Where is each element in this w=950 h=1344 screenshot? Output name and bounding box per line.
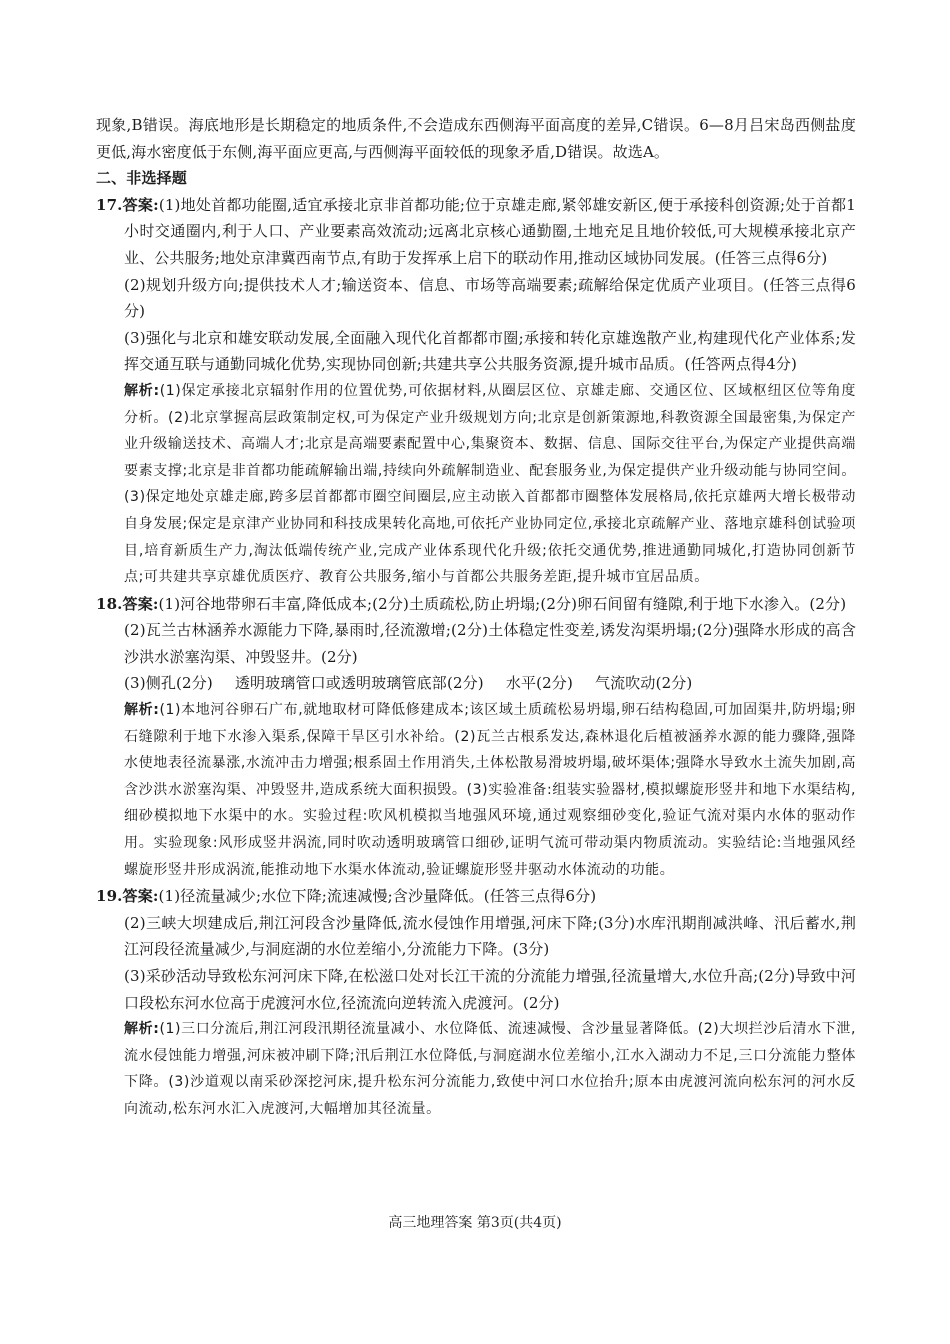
q17-answer-1-text: (1)地处首都功能圈,适宜承接北京非首都功能;位于京雄走廊,紧邻雄安新区,便于承接科创资源;处于首都1小时交通圈内,利于人口、产业要素高效流动;远离北京核心通勤圈,土地充足且地价较低,可大规模承接北京产业、公共服务;地处京津冀西南节点,有助于发挥承上启下的联动作用,推动区域协同发展。(任答三点得6分) (124, 195, 856, 267)
q17-analysis (96, 378, 856, 591)
q18-answer-3 (96, 670, 856, 697)
q19-answer-tag: 答案: (122, 887, 159, 906)
q17-answer-3: (3)强化与北京和雄安联动发展,全面融入现代化首都都市圈;承接和转化京雄逸散产业,构建现代化产业体系;发挥交通互联与通勤同城化优势,实现协同创新;共建共享公共服务资源,提升城市品质。(任答两点得4分) (124, 328, 856, 374)
page-footer: 高三地理答案 第3页(共4页) (388, 1215, 562, 1231)
q18-answer-2: (2)瓦兰古林涵养水源能力下降,暴雨时,径流激增;(2分)土体稳定性变差,诱发沟渠坍塌;(2分)强降水形成的高含沙洪水淤塞沟渠、冲毁竖井。(2分) (124, 621, 856, 666)
intro-continuation: 现象,B错误。海底地形是长期稳定的地质条件,不会造成东西侧海平面高度的差异,C错误。6—8月吕宋岛西侧盐度更低,海水密度低于东侧,海平面应更高,与西侧海平面较低的现象矛盾,D错误。故选A。 (96, 116, 856, 161)
question-17 (96, 192, 856, 591)
q17-answer-tag: 答案: (122, 195, 159, 214)
q17-number: 17. (96, 195, 123, 214)
q19-analysis-text: (1)三口分流后,荆江河段汛期径流量减小、水位降低、流速减慢、含沙量显著降低。(2)大坝拦沙后清水下泄,流水侵蚀能力增强,河床被冲刷下降;汛后荆江水位降低,与洞庭湖水位差缩小,江水入湖动力不足,三口分流能力整体下降。(3)沙道观以南采砂深挖河床,提升松东河分流能力,致使中河口水位抬升;原本由虎渡河流向松东河的河水反向流动,松东河水汇入虎渡河,大幅增加其径流量。 (124, 1021, 856, 1117)
q18-answer-3-part: 透明玻璃管口或透明玻璃管底部(2分) (234, 674, 484, 693)
q18-answer-3-part: 气流吹动(2分) (594, 674, 693, 693)
q18-answer-1 (96, 591, 856, 618)
q17-answer-2: (2)规划升级方向;提供技术人才;输送资本、信息、市场等高端要素;疏解给保定优质产业项目。(任答三点得6分) (124, 275, 856, 321)
q19-answer-3: (3)采砂活动导致松东河河床下降,在松滋口处对长江干流的分流能力增强,径流量增大,水位升高;(2分)导致中河口段松东河水位高于虎渡河水位,径流流向逆转流入虎渡河。(2分) (124, 967, 856, 1012)
answer-sheet-page (96, 112, 856, 1123)
q19-answer-1 (96, 883, 856, 910)
q17-answer-1 (96, 192, 856, 272)
q17-analysis-tag: 解析: (124, 382, 160, 399)
q18-answer-tag: 答案: (122, 594, 159, 613)
q18-analysis-tag: 解析: (124, 702, 160, 719)
q19-analysis-tag: 解析: (124, 1021, 160, 1038)
question-18 (96, 591, 856, 884)
q18-analysis-text: (1)本地河谷卵石广布,就地取材可降低修建成本;该区域土质疏松易坍塌,卵石结构稳固,可加固渠井,防坍塌;卵石缝隙利于地下水渗入渠系,保障干旱区引水补给。(2)瓦兰古根系发达,森林退化后植被涵养水源的能力骤降,强降水使地表径流暴涨,水流冲击力增强;根系固土作用消失,土体松散易滑坡坍塌,破坏渠体;强降水导致水土流失加剧,高含沙洪水淤塞沟渠、冲毁竖井,造成系统大面积损毁。(3)实验准备:组装实验器材,模拟螺旋形竖井和地下水渠结构,细砂模拟地下水渠中的水。实验过程:吹风机模拟当地强风环境,通过观察细砂变化,验证气流对渠内水体的驱动作用。实验现象:风形成竖井涡流,同时吹动透明玻璃管口细砂,证明气流可带动渠内物质流动。实验结论:当地强风经螺旋形竖井形成涡流,能推动地下水渠水体流动,验证螺旋形竖井驱动水体流动的功能。 (124, 702, 856, 878)
q18-answer-1-text: (1)河谷地带卵石丰富,降低成本;(2分)土质疏松,防止坍塌;(2分)卵石间留有缝隙,利于地下水渗入。(2分) (158, 594, 847, 613)
q18-answer-3-part: (3)侧孔(2分) (124, 674, 213, 693)
question-19 (96, 883, 856, 1122)
q18-analysis (96, 697, 856, 883)
q19-analysis (96, 1016, 856, 1122)
q19-number: 19. (96, 887, 123, 906)
q19-answer-1-text: (1)径流量减少;水位下降;流速减慢;含沙量降低。(任答三点得6分) (158, 887, 597, 906)
q17-analysis-text: (1)保定承接北京辐射作用的位置优势,可依据材料,从圈层区位、京雄走廊、交通区位、区域枢纽区位等角度分析。(2)北京掌握高层政策制定权,可为保定产业升级规划方向;北京是创新策源地,科教资源全国最密集,为保定产业升级输送技术、高端人才;北京是高端要素配置中心,集聚资本、数据、信息、国际交往平台,为保定产业提供高端要素支撑;北京是非首都功能疏解输出端,持续向外疏解制造业、配套服务业,为保定提供产业升级动能与协同空间。(3)保定地处京雄走廊,跨多层首都都市圈空间圈层,应主动嵌入首都都市圈整体发展格局,依托京雄两大增长极带动自身发展;保定是京津产业协同和科技成果转化高地,可依托产业协同定位,承接北京疏解产业、落地京雄科创试验项目,培育新质生产力,淘汰低端传统产业,完成产业体系现代化升级;依托交通优势,推进通勤同城化,打造协同创新节点;可共建共享京雄优质医疗、教育公共服务,缩小与首都公共服务差距,提升城市宜居品质。 (124, 382, 857, 586)
q18-number: 18. (96, 594, 123, 613)
section-title: 二、非选择题 (96, 169, 187, 188)
q18-answer-3-part: 水平(2分) (505, 674, 573, 693)
q19-answer-2: (2)三峡大坝建成后,荆江河段含沙量降低,流水侵蚀作用增强,河床下降;(3分)水库汛期削减洪峰、汛后蓄水,荆江河段径流量减少,与洞庭湖的水位差缩小,分流能力下降。(3分) (124, 913, 856, 959)
